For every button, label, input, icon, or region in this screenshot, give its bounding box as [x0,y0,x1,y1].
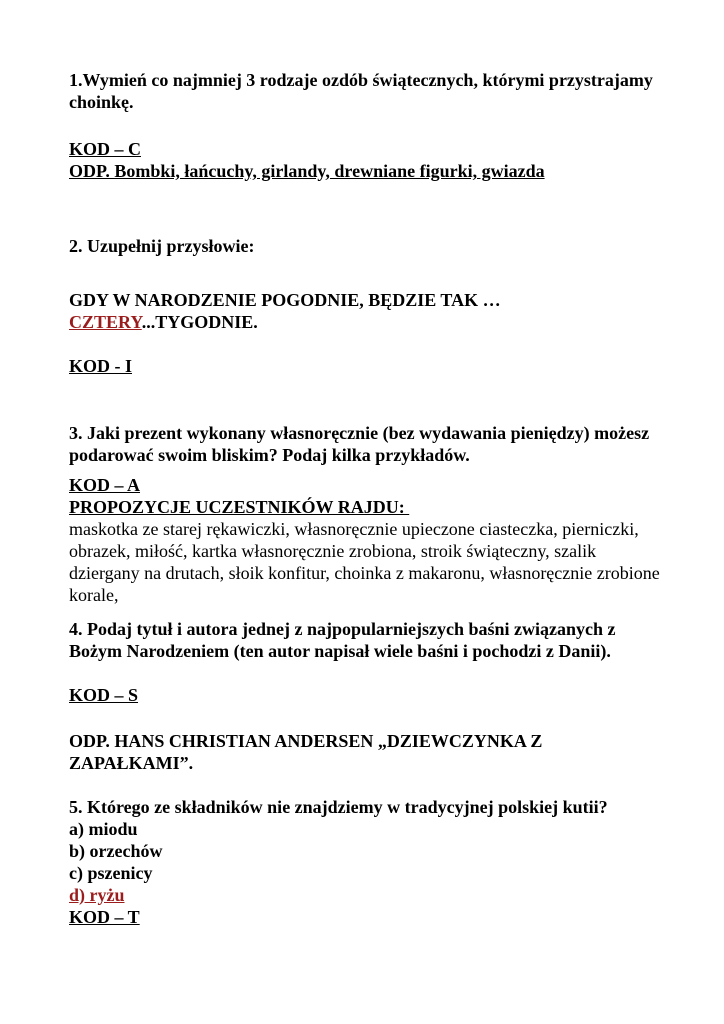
proverb-answer: CZTERY [69,312,142,332]
proverb-line-1: GDY W NARODZENIE POGODNIE, BĘDZIE TAK … [69,290,501,310]
question-4-answer: ODP. HANS CHRISTIAN ANDERSEN „DZIEWCZYNKA Z ZAPAŁKAMI”. [69,731,543,773]
question-3-proposals-heading: PROPOZYCJE UCZESTNIKÓW RAJDU: [69,497,410,517]
question-1-code: KOD – C [69,139,141,159]
question-1-answer: ODP. Bombki, łańcuchy, girlandy, drewniane figurki, gwiazda [69,161,545,181]
proverb-rest: ...TYGODNIE. [141,312,258,332]
question-3-code: KOD – A [69,475,141,495]
question-5-option-c: c) pszenicy [69,863,153,883]
question-5-option-d-correct: d) ryżu [69,885,125,905]
question-4-code: KOD – S [69,685,139,705]
question-5-code: KOD – T [69,907,140,927]
question-5: 5. Którego ze składników nie znajdziemy w tradycyjnej polskiej kutii? [69,797,608,817]
question-4: 4. Podaj tytuł i autora jednej z najpopularniejszych baśni związanych z Bożym Narodzeniem (ten autor napisał wiele baśni i pochodzi z Danii). [69,619,616,661]
question-5-option-a: a) miodu [69,819,138,839]
question-1: 1.Wymień co najmniej 3 rodzaje ozdób świątecznych, którymi przystrajamy choinkę. [69,70,653,112]
document-page [69,69,669,928]
question-2-code: KOD - I [69,356,132,376]
question-2-proverb [69,289,669,333]
question-2: 2. Uzupełnij przysłowie: [69,236,255,256]
question-3-proposals: maskotka ze starej rękawiczki, własnoręcznie upieczone ciasteczka, pierniczki, obrazek, miłość, kartka własnoręcznie zrobiona, stroik świąteczny, szalik dziergany na drutach, słoik konfitur, choinka z makaronu, własnoręcznie zrobione korale, [69,519,660,605]
question-3: 3. Jaki prezent wykonany własnoręcznie (bez wydawania pieniędzy) możesz podarować swoim bliskim? Podaj kilka przykładów. [69,423,650,465]
question-5-option-b: b) orzechów [69,841,163,861]
